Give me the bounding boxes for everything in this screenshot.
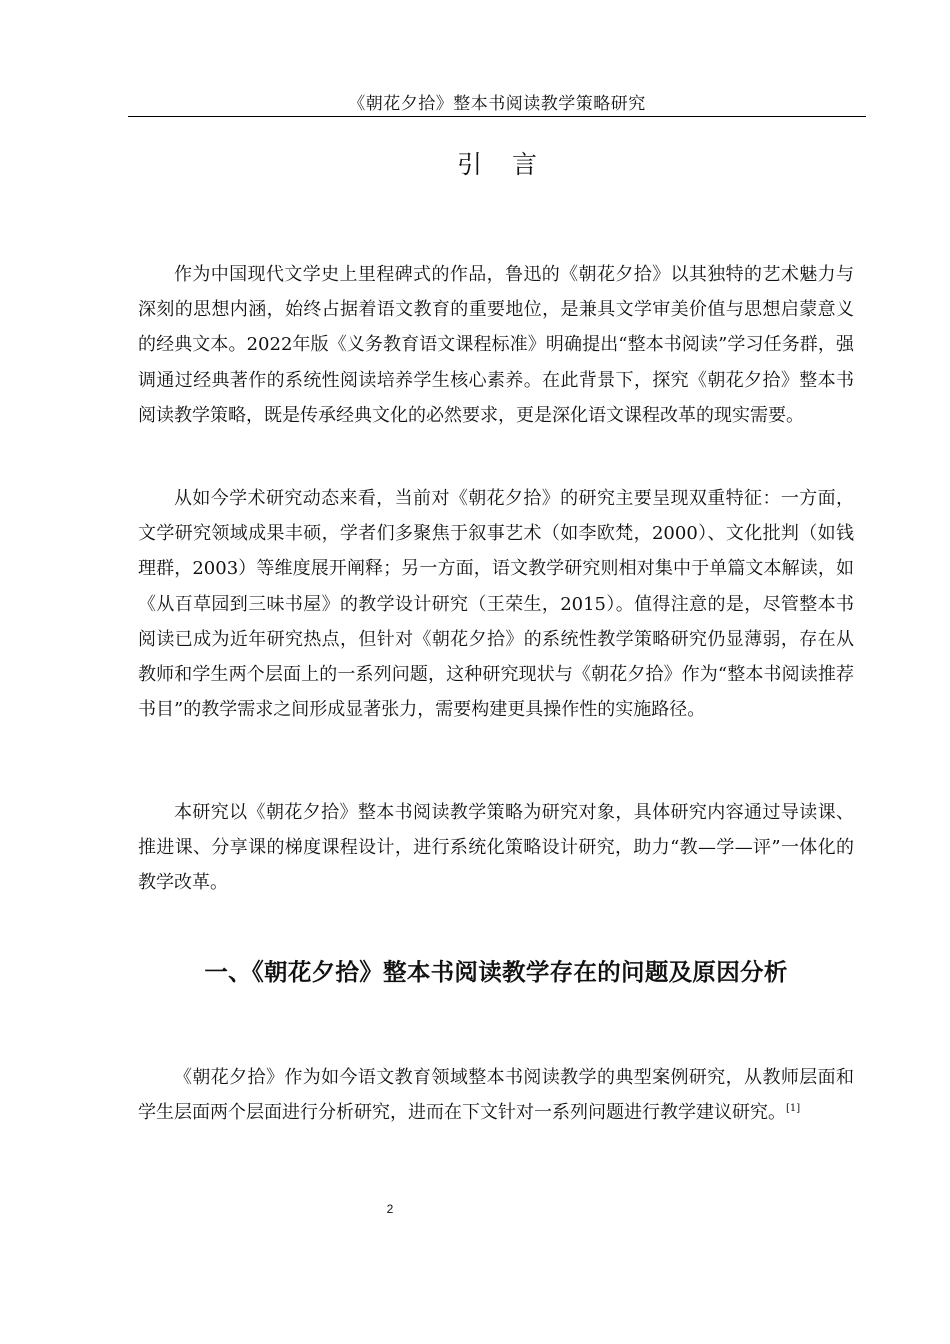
- citation-marker[interactable]: [1]: [786, 1103, 801, 1115]
- section-heading: 一、《朝花夕拾》整本书阅读教学存在的问题及原因分析: [204, 958, 788, 986]
- section-paragraph-text: 《朝花夕拾》作为如今语文教育领域整本书阅读教学的典型案例研究，从教师层面和学生层面两个层面进行分析研究，进而在下文针对一系列问题进行教学建议研究。: [138, 1067, 854, 1124]
- section-paragraph: [138, 1060, 854, 1130]
- intro-paragraph-3: 本研究以《朝花夕拾》整本书阅读教学策略为研究对象，具体研究内容通过导读课、推进课、分享课的梯度课程设计，进行系统化策略设计研究，助力“教—学—评”一体化的教学改革。: [138, 802, 854, 894]
- page-number: 2: [386, 1202, 394, 1216]
- running-header: 《朝花夕拾》整本书阅读教学策略研究: [348, 94, 646, 114]
- intro-paragraph-2: 从如今学术研究动态来看，当前对《朝花夕拾》的研究主要呈现双重特征：一方面，文学研究领域成果丰硕，学者们多聚焦于叙事艺术（如李欧梵，2000）、文化批判（如钱理群，2003）等维度展开阐释；另一方面，语文教学研究则相对集中于单篇文本解读，如《从百草园到三味书屋》的教学设计研究（王荣生，2015）。值得注意的是，尽管整本书阅读已成为近年研究热点，但针对《朝花夕拾》的系统性教学策略研究仍显薄弱，存在从教师和学生两个层面上的一系列问题，这种研究现状与《朝花夕拾》作为“整本书阅读推荐书目”的教学需求之间形成显著张力，需要构建更具操作性的实施路径。: [138, 488, 854, 721]
- introduction-title: 引言: [456, 150, 567, 179]
- header-rule: [128, 116, 866, 117]
- intro-paragraph-1: 作为中国现代文学史上里程碑式的作品，鲁迅的《朝花夕拾》以其独特的艺术魅力与深刻的思想内涵，始终占据着语文教育的重要地位，是兼具文学审美价值与思想启蒙意义的经典文本。2022年版《义务教育语文课程标准》明确提出“整本书阅读”学习任务群，强调通过经典著作的系统性阅读培养学生核心素养。在此背景下，探究《朝花夕拾》整本书阅读教学策略，既是传承经典文化的必然要求，更是深化语文课程改革的现实需要。: [138, 264, 854, 426]
